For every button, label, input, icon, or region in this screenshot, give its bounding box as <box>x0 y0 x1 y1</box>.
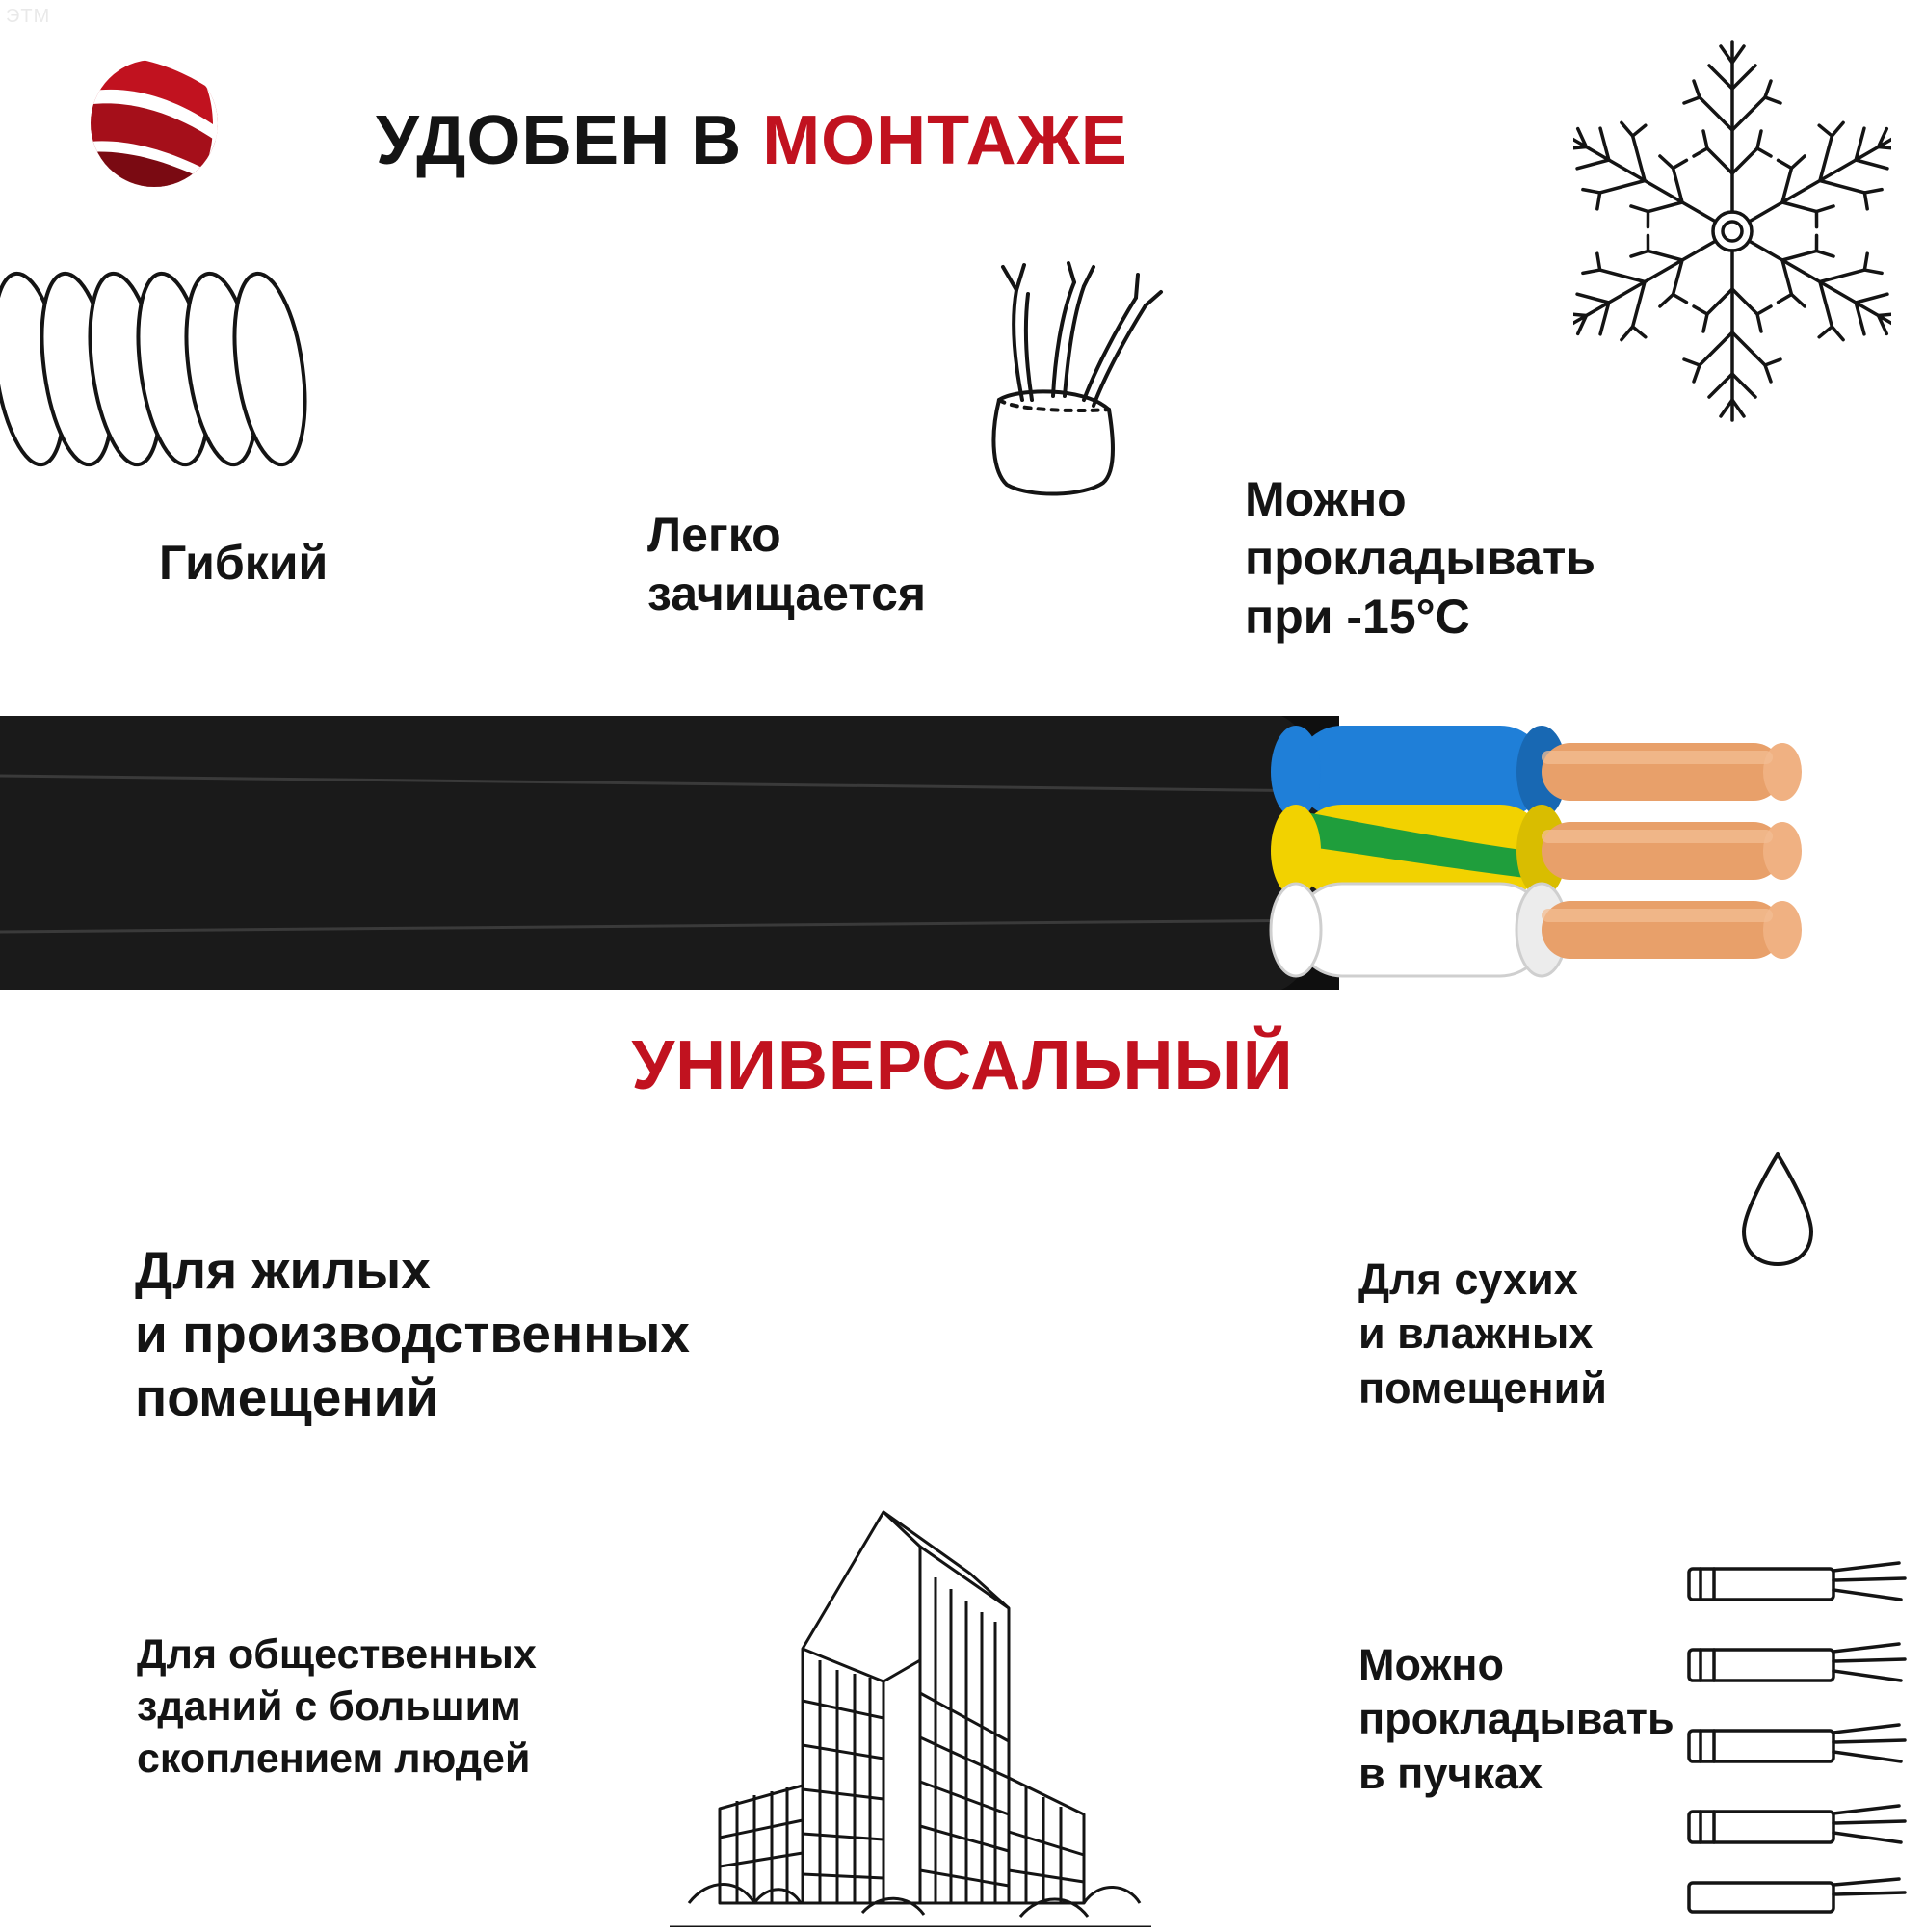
application-dry-wet-line-3: помещений <box>1358 1363 1607 1413</box>
feature-easy-strip <box>647 506 926 623</box>
application-public-line-1: Для общественных <box>137 1631 537 1678</box>
section-title <box>0 1026 1925 1105</box>
skyscraper-sketch-icon <box>631 1489 1171 1927</box>
application-bundles-line-3: в пучках <box>1358 1748 1543 1798</box>
page-title <box>376 101 1128 180</box>
feature-cold-install <box>1245 470 1595 647</box>
section-title-text: УНИВЕРСАЛЬНЫЙ <box>631 1027 1294 1104</box>
feature-easy-strip-line-1: Легко <box>647 508 781 562</box>
application-dry-wet-line-1: Для сухих <box>1358 1255 1578 1304</box>
page-title-part-1: УДОБЕН В <box>376 102 763 179</box>
feature-flexible <box>159 535 328 592</box>
page-title-part-2: МОНТАЖЕ <box>762 102 1128 179</box>
cable-core-blue <box>1271 726 1802 818</box>
stripped-wires-icon <box>939 255 1180 496</box>
application-residential-line-1: Для жилых <box>135 1240 431 1300</box>
application-public-line-3: скоплением людей <box>137 1735 531 1783</box>
cable-cutaway-illustration <box>0 708 1925 997</box>
spring-coil-icon <box>0 255 356 487</box>
application-bundles <box>1358 1638 1674 1801</box>
wire-bundle-icon <box>1681 1561 1925 1918</box>
application-dry-wet-rooms <box>1358 1253 1607 1416</box>
application-residential <box>135 1238 690 1429</box>
application-residential-line-3: помещений <box>135 1367 439 1427</box>
water-droplet-icon <box>1734 1149 1821 1269</box>
feature-cold-install-line-2: прокладывать <box>1245 531 1596 585</box>
cable-core-white <box>1271 884 1802 976</box>
brand-logo <box>75 56 234 191</box>
application-public-line-2: зданий с большим <box>137 1683 521 1731</box>
snowflake-icon <box>1573 39 1891 424</box>
watermark-text: ЭТМ <box>6 6 51 27</box>
application-residential-line-2: и производственных <box>135 1304 690 1363</box>
application-bundles-line-1: Можно <box>1358 1640 1504 1689</box>
feature-flexible-label: Гибкий <box>159 536 329 590</box>
feature-easy-strip-line-2: зачищается <box>647 567 927 621</box>
application-bundles-line-2: прокладывать <box>1358 1694 1674 1744</box>
application-public-buildings <box>137 1628 537 1786</box>
application-dry-wet-line-2: и влажных <box>1358 1309 1594 1359</box>
feature-cold-install-line-1: Можно <box>1245 472 1407 526</box>
feature-cold-install-line-3: при -15°C <box>1245 590 1470 644</box>
